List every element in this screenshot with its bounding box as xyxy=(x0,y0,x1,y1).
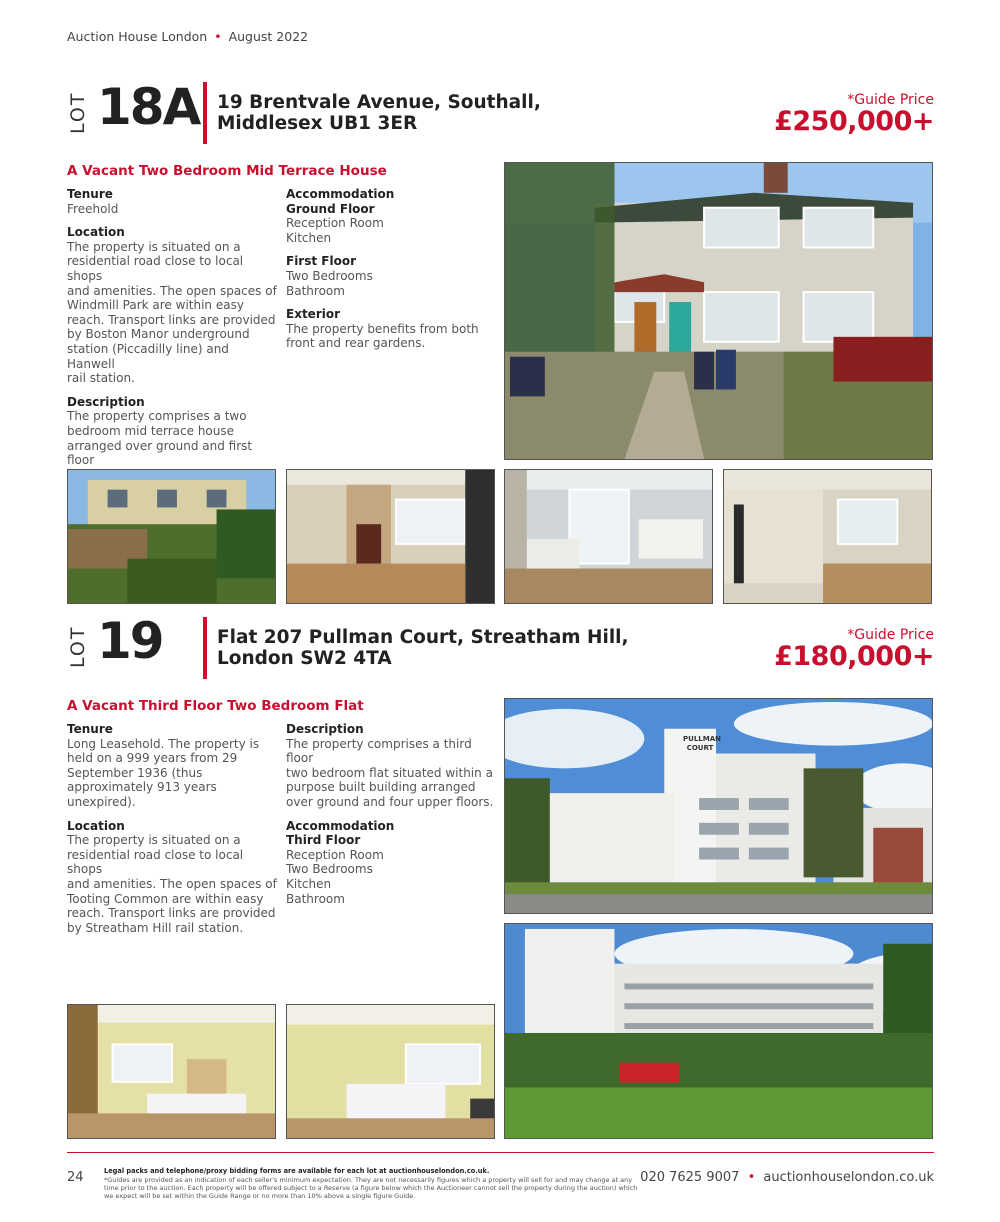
guide-price-label: *Guide Price xyxy=(847,92,934,108)
address-line-1: 19 Brentvale Avenue, Southall, xyxy=(217,92,541,113)
tenure-heading: Tenure xyxy=(67,187,113,201)
location-heading: Location xyxy=(67,818,125,833)
guide-price: £250,000+ xyxy=(774,106,934,137)
details-column-right xyxy=(286,187,498,351)
details-column-left xyxy=(67,187,279,482)
description-heading: Description xyxy=(286,722,364,736)
tenure-text: Freehold xyxy=(67,201,119,216)
lot-divider xyxy=(203,617,207,679)
location-heading: Location xyxy=(67,225,125,240)
lot-address xyxy=(217,92,541,134)
address-line-1: Flat 207 Pullman Court, Streatham Hill, xyxy=(217,627,629,648)
lot-divider xyxy=(203,82,207,144)
location-text: The property is situated on a residential road close to local shops and amenities. The open spaces of Windmill Park are within easy reach. Transport links are provided by Boston Manor underground station (Piccadilly line) and Hanwell rail station. xyxy=(67,239,277,386)
guide-price: £180,000+ xyxy=(774,641,934,672)
address-line-2: Middlesex UB1 3ER xyxy=(217,113,418,134)
kitchen-photo xyxy=(504,469,713,604)
third-floor-heading: Third Floor xyxy=(286,833,361,848)
bedroom-two-photo xyxy=(286,1004,495,1139)
first-floor-text: Two Bedrooms Bathroom xyxy=(286,268,373,298)
phone-number[interactable]: 020 7625 9007 xyxy=(640,1170,740,1185)
tenure-text: Long Leasehold. The property is held on a 999 years from 29 September 1936 (thus approximately 913 years unexpired). xyxy=(67,736,260,809)
lot-address xyxy=(217,627,629,669)
description-text: The property comprises a third floor two bedroom flat situated within a purpose built building arranged over ground and four upper floors. xyxy=(286,736,494,809)
website-link[interactable]: auctionhouselondon.co.uk xyxy=(763,1170,934,1185)
legal-notice-bold: Legal packs and telephone/proxy bidding forms are available for each lot at auctionhouselondon.co.uk. xyxy=(104,1167,490,1175)
building-side-photo xyxy=(504,923,933,1139)
exterior-text: The property benefits from both front and rear gardens. xyxy=(286,321,479,351)
tenure-heading: Tenure xyxy=(67,722,113,736)
lot-label: LOT xyxy=(67,91,89,134)
exterior-heading: Exterior xyxy=(286,307,341,322)
third-floor-text: Reception Room Two Bedrooms Kitchen Bathroom xyxy=(286,847,384,906)
ground-floor-heading: Ground Floor xyxy=(286,201,375,216)
lot-subtitle: A Vacant Third Floor Two Bedroom Flat xyxy=(67,698,364,714)
location-text: The property is situated on a residential road close to local shops and amenities. The open spaces of Tooting Common are within easy reach. Transport links are provided by Streatham Hill rail station. xyxy=(67,833,277,935)
address-line-2: London SW2 4TA xyxy=(217,648,392,669)
details-column-left xyxy=(67,722,279,935)
header-separator: • xyxy=(214,29,222,44)
reception-room-photo xyxy=(286,469,495,604)
guide-price-label: *Guide Price xyxy=(847,627,934,643)
details-column-right xyxy=(286,722,498,906)
footer-separator: • xyxy=(747,1170,756,1185)
description-heading: Description xyxy=(67,394,145,409)
accommodation-heading: Accommodation xyxy=(286,187,395,201)
house-front-photo xyxy=(504,162,933,460)
legal-notice-text: *Guides are provided as an indication of each seller's minimum expectation. They are not necessarily figures which a property will sell for and may change at any time prior to the auction. Each property will be offered subject to a Reserve (a figure below which the Auctioneer cannot sell the property during the auction) which we expect will be set within the Guide Range or no more than 10% above a single figure Guide. xyxy=(104,1176,638,1200)
lot-number: 19 xyxy=(97,612,163,670)
lot-number: 18A xyxy=(97,78,200,136)
page-header xyxy=(67,29,308,44)
publisher-name: Auction House London xyxy=(67,29,208,44)
building-sign: PULLMAN COURT xyxy=(683,735,721,752)
page-number: 24 xyxy=(67,1170,84,1185)
first-floor-heading: First Floor xyxy=(286,254,357,269)
rear-garden-photo xyxy=(67,469,276,604)
description-text: The property comprises a two bedroom mid terrace house arranged over ground and first floor xyxy=(67,409,253,468)
lot-subtitle: A Vacant Two Bedroom Mid Terrace House xyxy=(67,163,387,179)
footer-contact xyxy=(640,1170,934,1185)
lot-label: LOT xyxy=(67,625,89,668)
bedroom-one-photo xyxy=(67,1004,276,1139)
building-front-photo xyxy=(504,698,933,914)
accommodation-heading: Accommodation xyxy=(286,818,395,833)
bedroom-photo xyxy=(723,469,932,604)
legal-notice xyxy=(104,1167,644,1200)
ground-floor-text: Reception Room Kitchen xyxy=(286,216,384,245)
issue-date: August 2022 xyxy=(228,29,309,44)
footer-rule xyxy=(67,1152,934,1153)
